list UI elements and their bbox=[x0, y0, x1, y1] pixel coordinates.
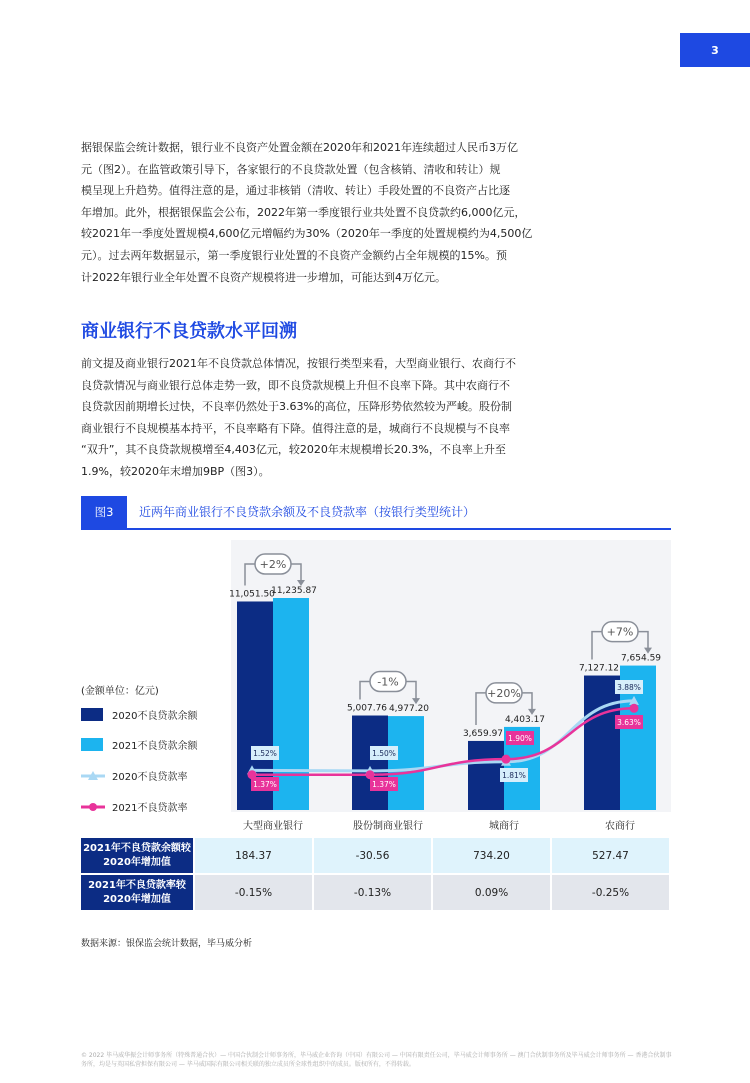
table-cell: 527.47 bbox=[552, 838, 669, 873]
table-cell: 184.37 bbox=[195, 838, 312, 873]
body-line: “双升”，其不良贷款规模增至4,403亿元，较2020年末规模增长20.3%，不良率上升至 bbox=[81, 443, 506, 457]
growth-label: +20% bbox=[487, 686, 521, 700]
bar-2020 bbox=[352, 716, 388, 810]
bar-value-label: 7,654.59 bbox=[620, 653, 662, 664]
intro-line: 模呈现上升趋势。值得注意的是，通过非核销（清收、转让）手段处置的不良资产占比逐 bbox=[81, 184, 510, 198]
body-line: 良贷款情况与商业银行总体走势一致，即不良贷款规模上升但不良率下降。其中农商行不 bbox=[81, 378, 510, 392]
figure-tag: 图3 bbox=[81, 496, 127, 528]
table-cell: -0.15% bbox=[195, 875, 312, 910]
category-label: 大型商业银行 bbox=[243, 821, 303, 832]
intro-line: 元（图2）。在监管政策引导下，各家银行的不良贷款处置（包含核销、清收和转让）规 bbox=[81, 162, 501, 176]
bar-2020 bbox=[584, 676, 620, 810]
bar-value-label: 5,007.76 bbox=[346, 703, 388, 714]
table-row-header: 2021年不良贷款率较2020年增加值 bbox=[81, 875, 193, 910]
intro-line: 较2021年一季度处置规模4,600亿元增幅约为30%（2020年一季度的处置规模约为4,500亿 bbox=[81, 227, 533, 241]
table-row bbox=[81, 875, 671, 910]
body-line: 商业银行不良规模基本持平，不良率略有下降。值得注意的是，城商行不良规模与不良率 bbox=[81, 421, 510, 435]
table-cell: 0.09% bbox=[433, 875, 550, 910]
section-title: 商业银行不良贷款水平回溯 bbox=[81, 321, 297, 342]
category-label: 股份制商业银行 bbox=[353, 821, 423, 832]
table-cell: 734.20 bbox=[433, 838, 550, 873]
footer-copyright: © 2022 毕马威华振会计师事务所（特殊普通合伙）— 中国合伙制会计师事务所，毕马威企业咨询（中国）有限公司 — 中国有限责任公司，毕马威会计师事务所 — 澳门合伙制事务所及毕马威会计师事务所 — 香港合伙制事务所，均是与英国私营担保有限公司 — 毕马威国际有限公司相关联的独立成员所全球性组织中的成员。版权所有，不得转载。 bbox=[81, 1052, 672, 1068]
table-row-header: 2021年不良贷款余额较2020年增加值 bbox=[81, 838, 193, 873]
rate-label-2021: 3.63% bbox=[617, 718, 641, 727]
page-number: 3 bbox=[711, 43, 719, 57]
rate-label-2021: 1.37% bbox=[372, 780, 396, 789]
intro-line: 年增加。此外，根据银保监会公布，2022年第一季度银行业共处置不良贷款约6,000亿元， bbox=[81, 205, 526, 219]
intro-line: 据银保监会统计数据，银行业不良资产处置金额在2020年和2021年连续超过人民币3万亿 bbox=[81, 141, 518, 154]
rate-marker-2021 bbox=[502, 755, 511, 764]
table-row bbox=[81, 838, 671, 873]
intro-line: 元）。过去两年数据显示，第一季度银行业处置的不良资产金额约占全年规模的15%。预 bbox=[81, 248, 507, 262]
table-cell: -30.56 bbox=[314, 838, 431, 873]
category-label: 农商行 bbox=[605, 821, 635, 832]
legend-label: 2020不良贷款余额 bbox=[112, 711, 198, 722]
legend-label: 2020不良贷款率 bbox=[112, 772, 188, 783]
rate-label-2020: 1.50% bbox=[372, 749, 396, 758]
rate-label-2021: 1.37% bbox=[253, 780, 277, 789]
bar-value-label: 11,051.50 bbox=[229, 589, 275, 600]
body-line: 前文提及商业银行2021年不良贷款总体情况，按银行类型来看，大型商业银行、农商行不 bbox=[81, 357, 516, 370]
table-cell: -0.13% bbox=[314, 875, 431, 910]
category-label: 城商行 bbox=[489, 821, 519, 832]
data-source: 数据来源：银保监会统计数据，毕马威分析 bbox=[81, 939, 253, 949]
growth-label: +7% bbox=[606, 625, 634, 639]
rate-label-2021: 1.90% bbox=[508, 734, 532, 743]
bar-value-label: 3,659.97 bbox=[462, 728, 504, 739]
bar-value-label: 7,127.12 bbox=[578, 663, 620, 674]
bar-2020 bbox=[468, 741, 504, 810]
bar-value-label: 4,403.17 bbox=[504, 714, 546, 725]
growth-label: +2% bbox=[259, 558, 287, 571]
legend-label: 2021不良贷款率 bbox=[112, 803, 188, 814]
bar-value-label: 4,977.20 bbox=[388, 704, 430, 715]
rate-label-2020: 1.52% bbox=[253, 749, 277, 758]
rate-label-2020: 3.88% bbox=[617, 683, 641, 692]
figure-title: 近两年商业银行不良贷款余额及不良贷款率（按银行类型统计） bbox=[139, 505, 476, 519]
unit-label: (金额单位：亿元) bbox=[81, 686, 159, 697]
legend-label: 2021不良贷款余额 bbox=[112, 741, 198, 752]
body-line: 良贷款因前期增长过快，不良率仍然处于3.63%的高位，压降形势依然较为严峻。股份制 bbox=[81, 400, 512, 414]
rate-marker-2021 bbox=[630, 704, 639, 713]
change-table bbox=[81, 838, 671, 912]
growth-label: -1% bbox=[377, 675, 399, 689]
bar-2021 bbox=[388, 716, 424, 810]
bar-value-label: 11,235.87 bbox=[271, 586, 317, 596]
body-line: 1.9%，较2020年末增加9BP（图3）。 bbox=[81, 464, 270, 478]
rate-label-2020: 1.81% bbox=[502, 771, 526, 780]
table-cell: -0.25% bbox=[552, 875, 669, 910]
intro-line: 计2022年银行业全年处置不良资产规模将进一步增加，可能达到4万亿元。 bbox=[81, 270, 446, 284]
